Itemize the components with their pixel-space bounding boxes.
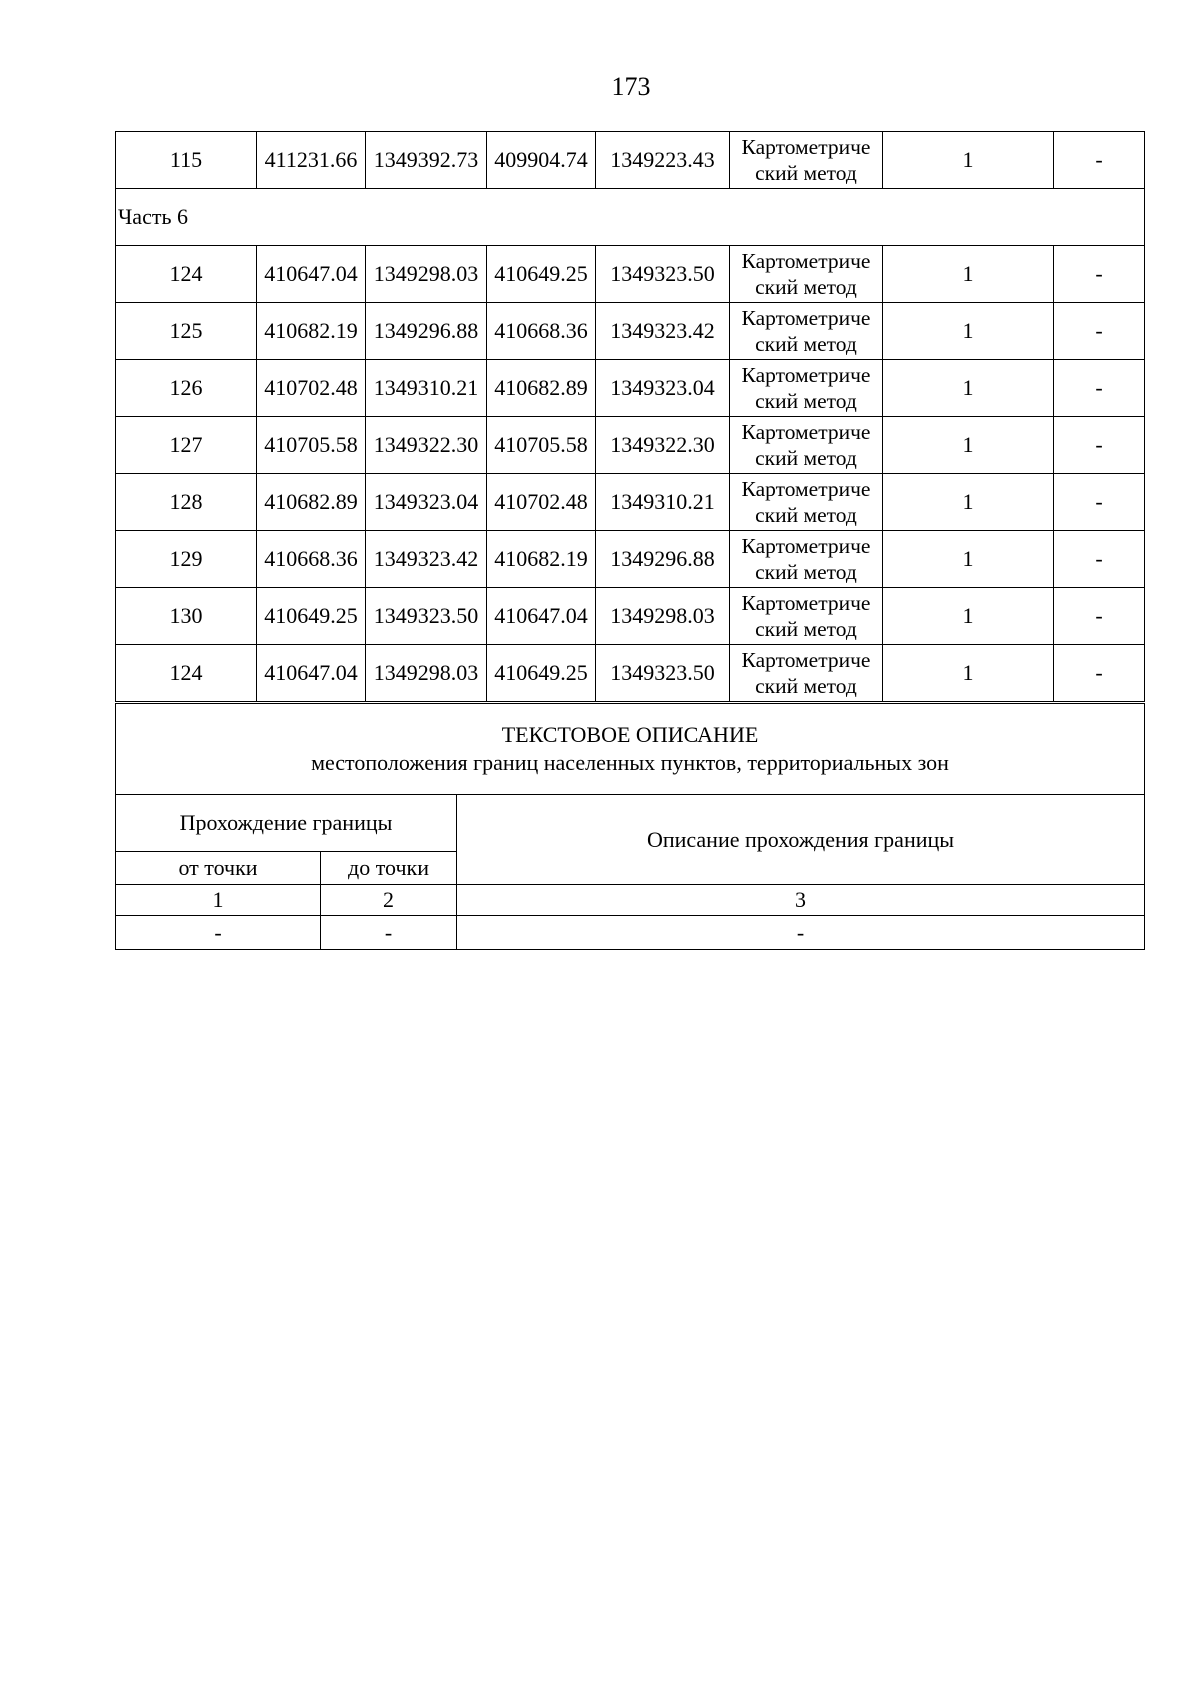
y-end-cell: 1349296.88 [596, 531, 730, 588]
accuracy-cell: 1 [883, 588, 1054, 645]
method-cell [730, 474, 883, 531]
y-end-cell: 1349323.50 [596, 246, 730, 303]
description-title: ТЕКСТОВОЕ ОПИСАНИЕ [501, 722, 759, 747]
accuracy-cell: 1 [883, 303, 1054, 360]
point-number-cell: 125 [116, 303, 257, 360]
method-line-1: Картометриче [741, 477, 871, 501]
y-end-cell: 1349298.03 [596, 588, 730, 645]
to-point-cell: - [321, 916, 457, 950]
note-cell: - [1054, 132, 1145, 189]
table-row [116, 417, 1145, 474]
accuracy-cell: 1 [883, 132, 1054, 189]
x-end-cell: 410682.19 [487, 531, 596, 588]
accuracy-cell: 1 [883, 645, 1054, 702]
method-cell [730, 417, 883, 474]
y-end-cell: 1349323.04 [596, 360, 730, 417]
method-line-1: Картометриче [741, 249, 871, 273]
method-line-1: Картометриче [741, 135, 871, 159]
note-cell: - [1054, 645, 1145, 702]
x-start-cell: 410649.25 [257, 588, 366, 645]
method-line-2: ский метод [755, 446, 857, 470]
x-start-cell: 410682.19 [257, 303, 366, 360]
table-row [116, 645, 1145, 702]
x-start-cell: 411231.66 [257, 132, 366, 189]
method-line-1: Картометриче [741, 648, 871, 672]
x-end-cell: 410647.04 [487, 588, 596, 645]
method-cell [730, 360, 883, 417]
method-line-2: ский метод [755, 674, 857, 698]
method-line-2: ский метод [755, 560, 857, 584]
y-start-cell: 1349322.30 [366, 417, 487, 474]
accuracy-cell: 1 [883, 531, 1054, 588]
from-point-header: от точки [116, 852, 321, 885]
description-cell: - [457, 916, 1145, 950]
y-start-cell: 1349310.21 [366, 360, 487, 417]
method-line-1: Картометриче [741, 363, 871, 387]
y-start-cell: 1349298.03 [366, 246, 487, 303]
note-cell: - [1054, 588, 1145, 645]
accuracy-cell: 1 [883, 360, 1054, 417]
y-end-cell: 1349323.42 [596, 303, 730, 360]
table-row [116, 360, 1145, 417]
x-end-cell: 410682.89 [487, 360, 596, 417]
description-header: Описание прохождения границы [457, 795, 1145, 885]
section-row [116, 189, 1145, 246]
note-cell: - [1054, 360, 1145, 417]
y-start-cell: 1349323.42 [366, 531, 487, 588]
accuracy-cell: 1 [883, 474, 1054, 531]
description-title-row [116, 704, 1145, 795]
x-end-cell: 410649.25 [487, 645, 596, 702]
table-row [116, 916, 1145, 950]
point-number-cell: 127 [116, 417, 257, 474]
y-start-cell: 1349323.50 [366, 588, 487, 645]
page-number: 173 [611, 72, 651, 101]
y-start-cell: 1349392.73 [366, 132, 487, 189]
method-cell [730, 303, 883, 360]
table-row [116, 588, 1145, 645]
y-end-cell: 1349223.43 [596, 132, 730, 189]
method-line-2: ский метод [755, 503, 857, 527]
method-cell [730, 588, 883, 645]
x-end-cell: 410668.36 [487, 303, 596, 360]
method-line-2: ский метод [755, 161, 857, 185]
method-line-1: Картометриче [741, 420, 871, 444]
point-number-cell: 126 [116, 360, 257, 417]
method-line-1: Картометриче [741, 306, 871, 330]
x-start-cell: 410647.04 [257, 246, 366, 303]
point-number-cell: 130 [116, 588, 257, 645]
x-end-cell: 409904.74 [487, 132, 596, 189]
x-end-cell: 410702.48 [487, 474, 596, 531]
table-row [116, 474, 1145, 531]
method-line-2: ский метод [755, 617, 857, 641]
x-start-cell: 410647.04 [257, 645, 366, 702]
point-number-cell: 128 [116, 474, 257, 531]
x-start-cell: 410668.36 [257, 531, 366, 588]
column-number-3: 3 [457, 885, 1145, 916]
passage-header: Прохождение границы [116, 795, 457, 852]
note-cell: - [1054, 417, 1145, 474]
method-cell [730, 531, 883, 588]
method-cell [730, 132, 883, 189]
section-label: Часть 6 [116, 189, 1145, 246]
y-end-cell: 1349323.50 [596, 645, 730, 702]
point-number-cell: 124 [116, 246, 257, 303]
note-cell: - [1054, 531, 1145, 588]
method-cell [730, 246, 883, 303]
column-number-row [116, 885, 1145, 916]
note-cell: - [1054, 474, 1145, 531]
x-start-cell: 410705.58 [257, 417, 366, 474]
method-line-1: Картометриче [741, 591, 871, 615]
x-end-cell: 410705.58 [487, 417, 596, 474]
y-end-cell: 1349310.21 [596, 474, 730, 531]
description-title-cell [116, 704, 1145, 795]
y-start-cell: 1349296.88 [366, 303, 487, 360]
from-point-cell: - [116, 916, 321, 950]
x-start-cell: 410702.48 [257, 360, 366, 417]
point-number-cell: 115 [116, 132, 257, 189]
description-subtitle: местоположения границ населенных пунктов, территориальных зон [311, 750, 949, 775]
point-number-cell: 124 [116, 645, 257, 702]
table-row [116, 132, 1145, 189]
header-row [116, 795, 1145, 852]
note-cell: - [1054, 246, 1145, 303]
coordinates-table [115, 131, 1145, 702]
accuracy-cell: 1 [883, 417, 1054, 474]
y-start-cell: 1349298.03 [366, 645, 487, 702]
x-end-cell: 410649.25 [487, 246, 596, 303]
method-line-2: ский метод [755, 275, 857, 299]
column-number-2: 2 [321, 885, 457, 916]
point-number-cell: 129 [116, 531, 257, 588]
method-cell [730, 645, 883, 702]
column-number-1: 1 [116, 885, 321, 916]
method-line-1: Картометриче [741, 534, 871, 558]
x-start-cell: 410682.89 [257, 474, 366, 531]
y-start-cell: 1349323.04 [366, 474, 487, 531]
table-row [116, 246, 1145, 303]
method-line-2: ский метод [755, 332, 857, 356]
accuracy-cell: 1 [883, 246, 1054, 303]
coordinates-body [116, 246, 1145, 702]
table-row [116, 303, 1145, 360]
text-description-table [115, 703, 1145, 950]
method-line-2: ский метод [755, 389, 857, 413]
note-cell: - [1054, 303, 1145, 360]
y-end-cell: 1349322.30 [596, 417, 730, 474]
table-row [116, 531, 1145, 588]
to-point-header: до точки [321, 852, 457, 885]
